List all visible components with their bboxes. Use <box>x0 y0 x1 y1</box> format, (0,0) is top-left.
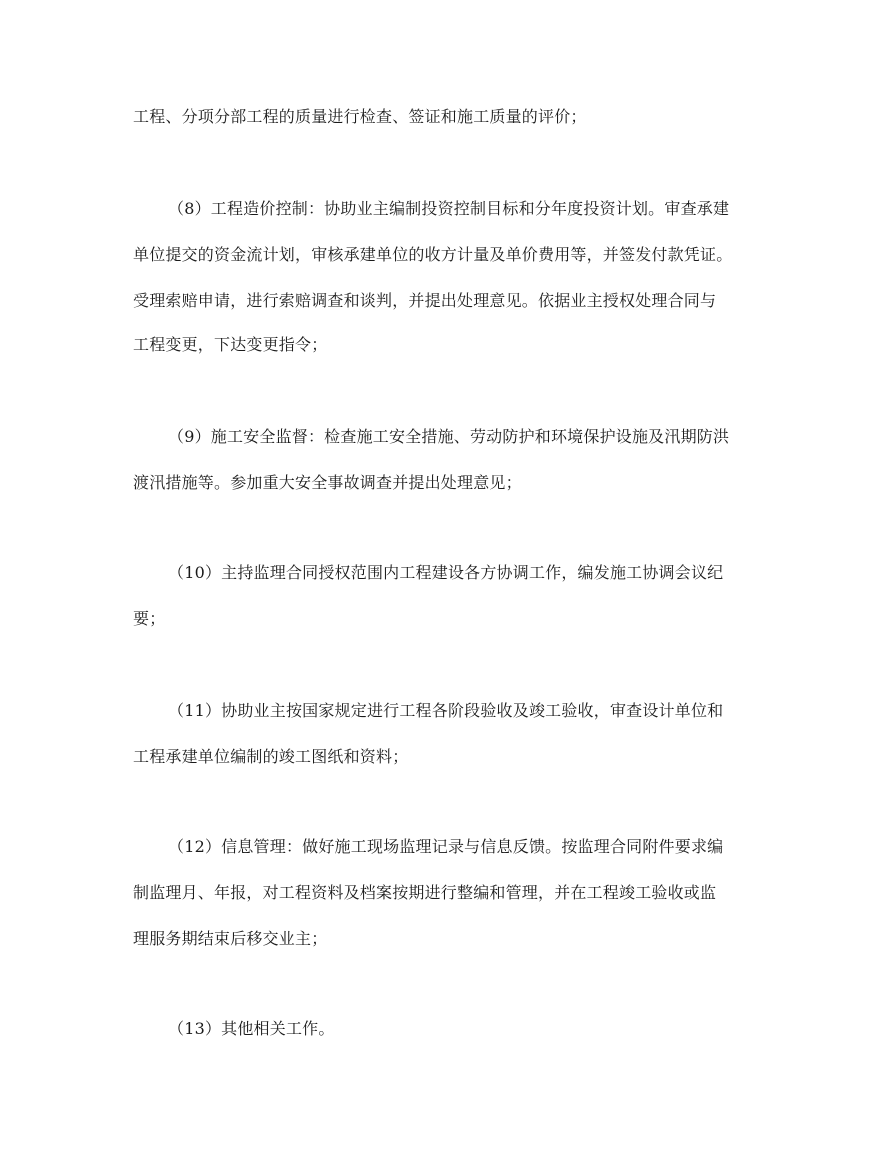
continuation-line: 工程、分项分部工程的质量进行检查、签证和施工质量的评价； <box>133 107 587 126</box>
item-9-line-1: （9）施工安全监督：检查施工安全措施、劳动防护和环境保护设施及汛期防洪 <box>168 427 730 446</box>
item-9-line-2: 渡汛措施等。参加重大安全事故调查并提出处理意见； <box>133 473 522 492</box>
item-12-line-1: （12）信息管理：做好施工现场监理记录与信息反馈。按监理合同附件要求编 <box>168 837 724 856</box>
item-10-line-2: 要； <box>133 609 166 628</box>
item-8-line-3: 受理索赔申请，进行索赔调查和谈判，并提出处理意见。依据业主授权处理合同与 <box>133 291 717 310</box>
item-8-line-1: （8）工程造价控制：协助业主编制投资控制目标和分年度投资计划。审查承建 <box>168 199 730 218</box>
item-8-line-4: 工程变更，下达变更指令； <box>133 335 328 354</box>
item-12-line-2: 制监理月、年报，对工程资料及档案按期进行整编和管理，并在工程竣工验收或监 <box>133 883 717 902</box>
item-10-line-1: （10）主持监理合同授权范围内工程建设各方协调工作，编发施工协调会议纪 <box>168 563 724 582</box>
item-11-line-1: （11）协助业主按国家规定进行工程各阶段验收及竣工验收，审查设计单位和 <box>168 701 724 720</box>
item-12-line-3: 理服务期结束后移交业主； <box>133 929 328 948</box>
item-13-line-1: （13）其他相关工作。 <box>168 1019 335 1038</box>
item-11-line-2: 工程承建单位编制的竣工图纸和资料； <box>133 747 409 766</box>
item-8-line-2: 单位提交的资金流计划，审核承建单位的收方计量及单价费用等，并签发付款凭证。 <box>133 245 733 264</box>
